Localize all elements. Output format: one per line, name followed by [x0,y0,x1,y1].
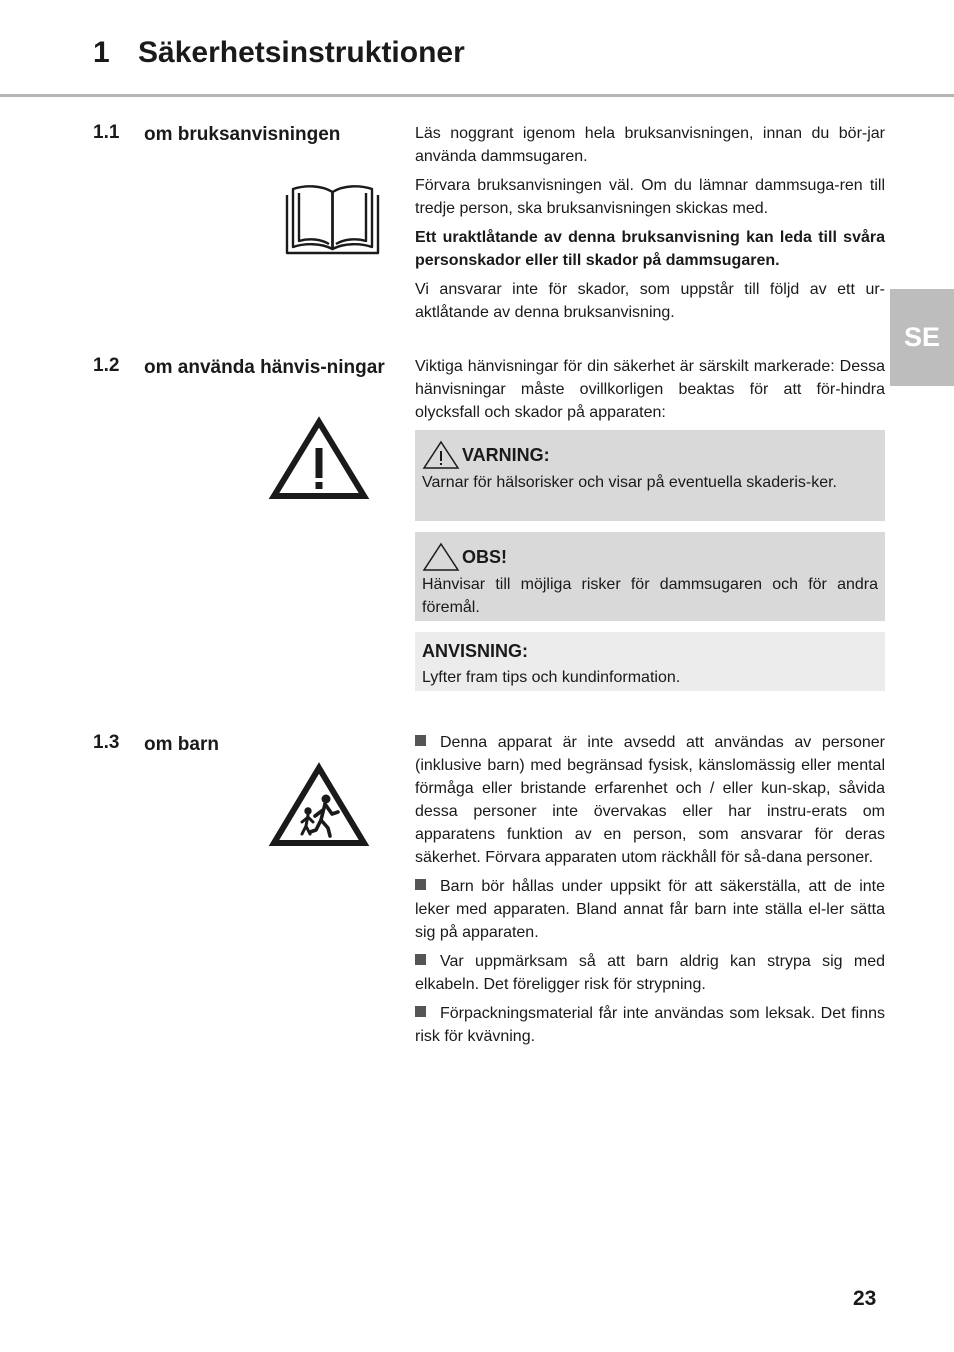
warning-triangle-small-icon [422,440,460,470]
paragraph: Läs noggrant igenom hela bruksanvisningen, innan du bör-jar använda dammsugaren. [415,125,885,165]
notice-label: OBS! [462,547,507,567]
info-notice [415,632,885,691]
section-title: om bruksanvisningen [144,124,341,145]
list-item: Barn bör hållas under uppsikt för att säkerställa, att de inte leker med apparaten. Bland annat får barn inte ställa el-ler sätta sig på apparaten. [415,878,885,941]
bold-warning-paragraph: Ett uraktlåtande av denna bruksanvisning kan leda till svåra personskador eller till skador på dammsugaren. [415,229,885,269]
book-icon [285,185,380,257]
chapter-number: 1 [93,36,110,69]
notice-label: VARNING: [462,445,550,465]
header-divider [0,94,954,97]
list-item: Förpackningsmaterial får inte användas som leksak. Det finns risk för kvävning. [415,1005,885,1045]
list-item: Var uppmärksam så att barn aldrig kan strypa sig med elkabeln. Det föreligger risk för strypning. [415,953,885,993]
caution-triangle-icon [422,542,460,572]
section-number: 1.2 [93,355,120,376]
bullet-square-icon [415,954,426,965]
language-tab: SE [890,289,954,386]
notice-text: Lyfter fram tips och kundinformation. [422,669,681,686]
section-body [415,122,885,330]
section-title: om barn [144,734,219,755]
bullet-square-icon [415,1006,426,1017]
section-number: 1.1 [93,122,120,143]
list-item: Denna apparat är inte avsedd att användas av personer (inklusive barn) med begränsad fysisk, känslomässig eller mental förmåga eller bristande erfarenhet och / eller kun-skap, såvida dessa personer inte övervakas eller har instru-erats om apparatens funktion av en person, som ansvarar för deras säkerhet. Förvara apparaten utom räckhåll för så-dana personer. [415,734,885,866]
section-bullets [415,731,885,1054]
children-warning-icon [268,762,370,847]
warning-triangle-icon [268,416,370,500]
bullet-square-icon [415,735,426,746]
notice-text: Varnar för hälsorisker och visar på eventuella skaderis-ker. [422,474,837,491]
chapter-title: Säkerhetsinstruktioner [138,36,465,69]
paragraph: Förvara bruksanvisningen väl. Om du lämnar dammsuga-ren till tredje person, ska bruksanvisningen skickas med. [415,177,885,217]
page-number: 23 [853,1287,877,1310]
notice-label: ANVISNING: [422,641,529,661]
section-title: om använda hänvis-ningar [144,357,385,378]
section-intro: Viktiga hänvisningar för din säkerhet är särskilt markerade: Dessa hänvisningar måste ovillkorligen beaktas för att för-hindra olycksfall och skador på apparaten: [415,358,885,421]
section-number: 1.3 [93,732,120,753]
warning-notice [415,430,885,521]
bullet-square-icon [415,879,426,890]
caution-notice [415,532,885,621]
paragraph: Vi ansvarar inte för skador, som uppstår till följd av ett ur-aktlåtande av denna bruksanvisning. [415,281,885,321]
notice-text: Hänvisar till möjliga risker för dammsugaren och för andra föremål. [422,576,878,616]
